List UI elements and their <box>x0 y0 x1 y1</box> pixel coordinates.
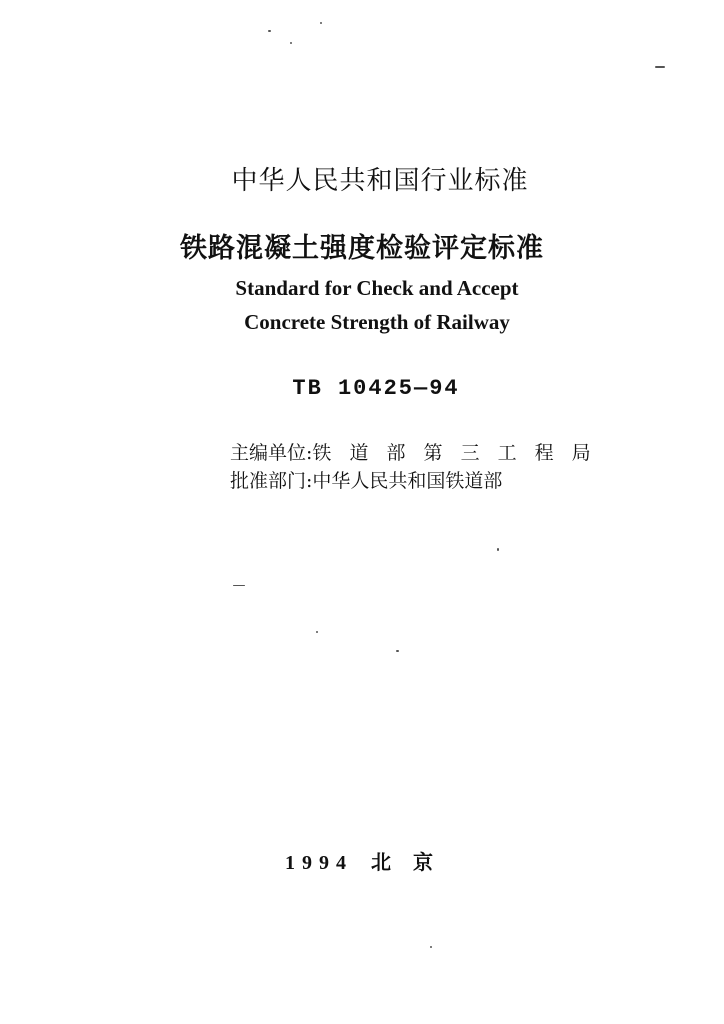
approving-department-value: 中华人民共和国铁道部 <box>312 470 503 492</box>
scan-speck <box>233 585 245 586</box>
editor-unit <box>230 438 597 465</box>
scan-speck <box>320 22 322 24</box>
series-title: 中华人民共和国行业标准 <box>231 166 529 196</box>
editor-unit-value: 铁 道 部 第 三 工 程 局 <box>312 442 597 464</box>
document-title-english-line-2: Concrete Strength of Railway <box>244 310 510 334</box>
standard-code: TB 10425—94 <box>292 376 460 401</box>
document-title-chinese: 铁路混凝土强度检验评定标准 <box>180 233 544 264</box>
scan-speck <box>316 631 318 633</box>
scan-speck <box>430 946 432 948</box>
approving-department-label: 批准部门: <box>230 470 313 492</box>
publication-city: 北京 <box>371 850 455 874</box>
scan-speck <box>497 548 499 551</box>
scan-speck <box>268 30 271 32</box>
scan-speck <box>290 42 292 44</box>
scan-speck <box>655 66 665 68</box>
publication-info <box>8 846 724 875</box>
publication-year: 1994 <box>285 852 353 874</box>
document-title-english-line-1: Standard for Check and Accept <box>235 276 519 300</box>
editor-unit-label: 主编单位: <box>230 442 313 464</box>
approving-department <box>230 466 502 493</box>
scan-speck <box>396 650 399 652</box>
